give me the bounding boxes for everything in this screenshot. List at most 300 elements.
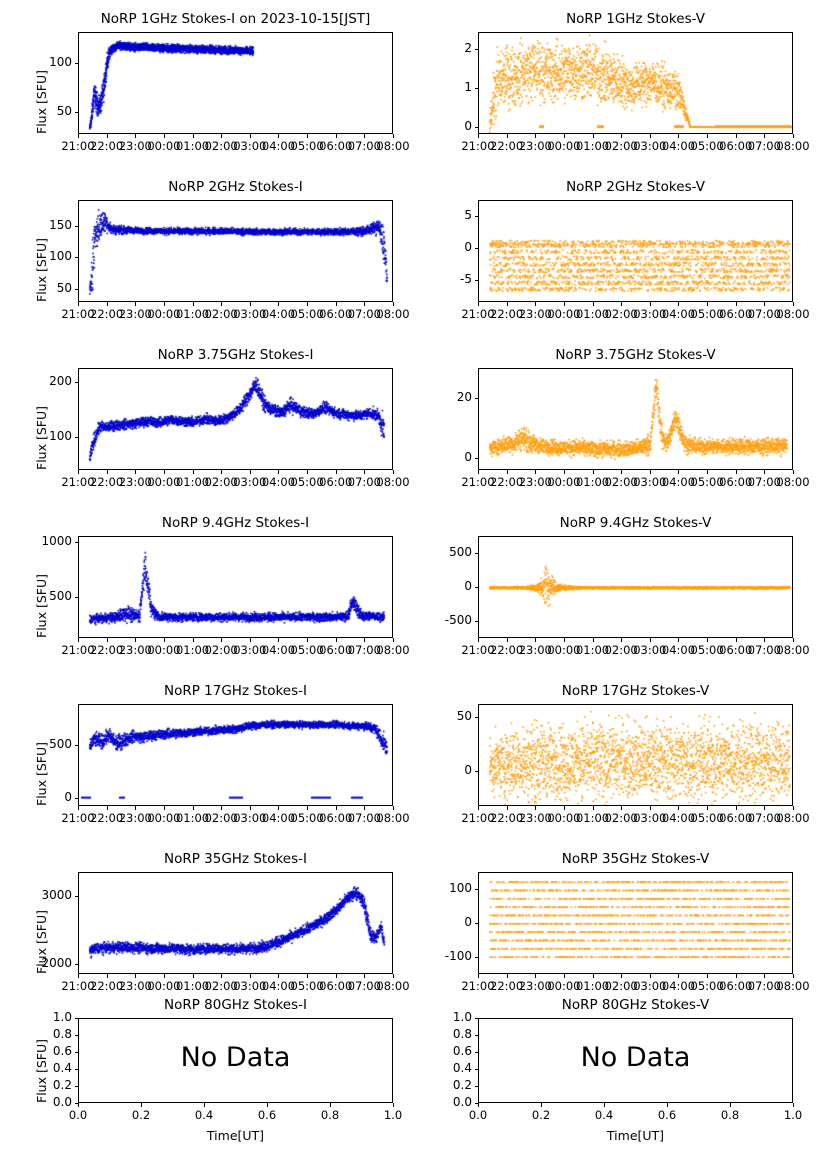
x-tickmark-4-4	[193, 470, 194, 474]
x-tickmark-7-3	[564, 638, 565, 642]
x-tick-10-8: 05:00	[290, 979, 324, 993]
x-tickmark-0-9	[336, 134, 337, 138]
y-tickmark-2-2	[75, 226, 79, 227]
x-tickmark-0-5	[221, 134, 222, 138]
x-tickmark-11-3	[564, 974, 565, 978]
y-tickmark-11-2	[475, 889, 479, 890]
x-tick-1-1: 22:00	[490, 139, 524, 153]
x-tickmark-3-6	[650, 302, 651, 306]
x-tickmark-11-4	[593, 974, 594, 978]
x-tickmark-0-3	[164, 134, 165, 138]
y-tickmark-3-1	[475, 248, 479, 249]
x-tick-7-3: 00:00	[547, 643, 581, 657]
series-canvas-5	[479, 369, 792, 469]
x-tick-12-5: 1.0	[383, 1108, 403, 1122]
panel-title-9: NoRP 17GHz Stokes-V	[561, 683, 710, 699]
x-tickmark-2-1	[107, 302, 108, 306]
x-tickmark-6-10	[364, 638, 365, 642]
x-tickmark-1-8	[707, 134, 708, 138]
y-tick-12-4: 0.8	[52, 1027, 72, 1041]
y-axis-label-6: Flux [SFU]	[34, 574, 49, 638]
x-tickmark-10-0	[78, 974, 79, 978]
x-tick-11-2: 23:00	[518, 979, 552, 993]
y-tick-13-0: 0.0	[452, 1095, 472, 1109]
x-tick-13-3: 0.6	[657, 1108, 677, 1122]
x-tick-11-5: 02:00	[604, 979, 638, 993]
plot-area-6	[78, 536, 393, 638]
x-tickmark-2-11	[393, 302, 394, 306]
y-tickmark-10-1	[75, 896, 79, 897]
x-tick-0-0: 21:00	[61, 139, 95, 153]
x-tick-11-6: 03:00	[633, 979, 667, 993]
x-tick-4-2: 23:00	[118, 475, 152, 489]
x-tickmark-8-9	[336, 806, 337, 810]
x-tickmark-6-8	[307, 638, 308, 642]
x-tick-3-7: 04:00	[661, 307, 696, 321]
y-tickmark-1-1	[475, 88, 479, 89]
x-tick-3-5: 02:00	[604, 307, 638, 321]
x-tickmark-4-0	[78, 470, 79, 474]
x-tick-0-5: 02:00	[204, 139, 238, 153]
x-tickmark-3-1	[507, 302, 508, 306]
y-tick-0-0: 50	[56, 104, 72, 119]
y-tick-10-1: 3000	[41, 887, 72, 902]
x-tickmark-4-10	[364, 470, 365, 474]
x-tickmark-4-8	[307, 470, 308, 474]
x-tick-7-10: 07:00	[747, 643, 781, 657]
x-tickmark-2-10	[364, 302, 365, 306]
x-tickmark-13-5	[793, 1103, 794, 1107]
y-tickmark-5-0	[475, 458, 479, 459]
y-tick-11-1: 0	[464, 915, 472, 929]
x-tick-1-4: 01:00	[575, 139, 610, 153]
y-tick-13-2: 0.4	[452, 1061, 472, 1075]
x-tickmark-9-8	[707, 806, 708, 810]
x-tick-12-1: 0.2	[131, 1108, 151, 1122]
x-tickmark-12-4	[330, 1103, 331, 1107]
x-tickmark-10-3	[164, 974, 165, 978]
x-tick-1-5: 02:00	[604, 139, 638, 153]
plot-area-7	[478, 536, 793, 638]
series-canvas-6	[79, 537, 392, 637]
x-tickmark-5-8	[707, 470, 708, 474]
x-tick-8-6: 03:00	[233, 811, 267, 825]
x-tick-4-3: 00:00	[147, 475, 181, 489]
x-tick-4-11: 08:00	[376, 475, 410, 489]
x-tickmark-9-0	[478, 806, 479, 810]
x-tickmark-11-6	[650, 974, 651, 978]
no-data-label-12: No Data	[180, 1041, 291, 1073]
y-tick-10-0: 2000	[41, 955, 72, 970]
x-tick-11-4: 01:00	[575, 979, 610, 993]
x-tick-10-0: 21:00	[61, 979, 95, 993]
x-tick-9-11: 08:00	[776, 811, 810, 825]
x-tick-11-10: 07:00	[747, 979, 781, 993]
x-tick-7-8: 05:00	[690, 643, 724, 657]
x-tick-10-10: 07:00	[347, 979, 381, 993]
x-tickmark-6-5	[221, 638, 222, 642]
x-tick-13-0: 0.0	[468, 1108, 488, 1122]
x-tick-7-1: 22:00	[490, 643, 524, 657]
y-axis-label-8: Flux [SFU]	[34, 742, 49, 806]
series-canvas-4	[79, 369, 392, 469]
x-tick-5-1: 22:00	[490, 475, 524, 489]
y-tickmark-13-4	[475, 1035, 479, 1036]
x-tickmark-8-5	[221, 806, 222, 810]
plot-area-11	[478, 872, 793, 974]
x-tick-1-7: 04:00	[661, 139, 696, 153]
x-axis-label-12: Time[UT]	[206, 1128, 265, 1143]
x-tick-5-6: 03:00	[633, 475, 667, 489]
x-tickmark-7-10	[764, 638, 765, 642]
x-tick-4-9: 06:00	[319, 475, 353, 489]
x-tickmark-7-7	[678, 638, 679, 642]
x-tick-11-3: 00:00	[547, 979, 581, 993]
y-tickmark-7-1	[475, 587, 479, 588]
panel-title-5: NoRP 3.75GHz Stokes-V	[555, 347, 716, 363]
x-tick-0-10: 07:00	[347, 139, 381, 153]
x-tick-11-8: 05:00	[690, 979, 724, 993]
y-tick-6-0: 500	[49, 588, 72, 603]
x-tick-1-11: 08:00	[776, 139, 810, 153]
y-tick-4-1: 200	[49, 373, 72, 388]
x-tickmark-5-9	[736, 470, 737, 474]
y-tickmark-5-1	[475, 398, 479, 399]
y-tick-3-2: 5	[464, 207, 472, 222]
y-tick-5-1: 20	[456, 390, 472, 404]
y-tick-1-0: 0	[464, 119, 472, 134]
y-tick-7-1: 0	[464, 579, 472, 593]
x-tick-2-9: 06:00	[319, 307, 353, 321]
x-tick-9-4: 01:00	[575, 811, 610, 825]
x-tickmark-7-2	[535, 638, 536, 642]
x-tickmark-11-9	[736, 974, 737, 978]
x-tick-2-4: 01:00	[175, 307, 210, 321]
x-tick-11-0: 21:00	[461, 979, 495, 993]
x-tick-10-2: 23:00	[118, 979, 152, 993]
x-tickmark-12-0	[78, 1103, 79, 1107]
x-tickmark-11-8	[707, 974, 708, 978]
x-tick-0-7: 04:00	[261, 139, 296, 153]
x-tick-8-1: 22:00	[90, 811, 124, 825]
y-tick-5-0: 0	[464, 450, 472, 464]
y-tickmark-8-0	[75, 798, 79, 799]
x-tick-4-5: 02:00	[204, 475, 238, 489]
x-tick-7-9: 06:00	[719, 643, 753, 657]
series-canvas-2	[79, 201, 392, 301]
x-tickmark-10-10	[364, 974, 365, 978]
x-tickmark-11-7	[678, 974, 679, 978]
x-tickmark-8-11	[393, 806, 394, 810]
x-tick-1-9: 06:00	[719, 139, 753, 153]
x-tickmark-5-1	[507, 470, 508, 474]
y-axis-label-12: Flux [SFU]	[34, 1039, 49, 1103]
panel-title-3: NoRP 2GHz Stokes-V	[566, 179, 705, 195]
x-tickmark-2-6	[250, 302, 251, 306]
no-data-label-13: No Data	[580, 1041, 691, 1073]
x-tick-8-5: 02:00	[204, 811, 238, 825]
y-tick-12-1: 0.2	[52, 1078, 72, 1092]
series-canvas-9	[479, 705, 792, 805]
x-tick-9-9: 06:00	[719, 811, 753, 825]
panel-title-6: NoRP 9.4GHz Stokes-I	[161, 515, 310, 531]
x-tick-5-2: 23:00	[518, 475, 552, 489]
x-tick-7-11: 08:00	[776, 643, 810, 657]
x-tick-4-7: 04:00	[261, 475, 296, 489]
y-tickmark-7-2	[475, 553, 479, 554]
y-tick-13-1: 0.2	[452, 1078, 472, 1092]
x-axis-label-13: Time[UT]	[606, 1128, 665, 1143]
y-tickmark-0-1	[75, 63, 79, 64]
x-tickmark-8-8	[307, 806, 308, 810]
x-tick-9-6: 03:00	[633, 811, 667, 825]
y-tick-3-0: -5	[460, 271, 472, 286]
x-tick-1-10: 07:00	[747, 139, 781, 153]
y-tick-12-2: 0.4	[52, 1061, 72, 1075]
x-tickmark-1-9	[736, 134, 737, 138]
y-tickmark-12-4	[75, 1035, 79, 1036]
x-tick-8-11: 08:00	[376, 811, 410, 825]
panel-title-2: NoRP 2GHz Stokes-I	[168, 179, 303, 195]
x-tickmark-6-4	[193, 638, 194, 642]
y-tick-11-0: -100	[444, 949, 472, 963]
x-tick-3-2: 23:00	[518, 307, 552, 321]
x-tick-10-4: 01:00	[175, 979, 210, 993]
x-tickmark-10-2	[135, 974, 136, 978]
x-tickmark-8-1	[107, 806, 108, 810]
x-tick-3-0: 21:00	[461, 307, 495, 321]
x-tick-8-7: 04:00	[261, 811, 296, 825]
x-tick-13-1: 0.2	[531, 1108, 551, 1122]
x-tickmark-2-0	[78, 302, 79, 306]
x-tickmark-0-1	[107, 134, 108, 138]
x-tick-3-8: 05:00	[690, 307, 724, 321]
y-tick-1-1: 1	[464, 80, 472, 95]
x-tickmark-11-10	[764, 974, 765, 978]
x-tickmark-9-6	[650, 806, 651, 810]
x-tick-11-1: 22:00	[490, 979, 524, 993]
x-tickmark-2-5	[221, 302, 222, 306]
x-tick-5-9: 06:00	[719, 475, 753, 489]
y-tick-4-0: 100	[49, 428, 72, 443]
x-tick-9-5: 02:00	[604, 811, 638, 825]
x-tick-6-4: 01:00	[175, 643, 210, 657]
x-tickmark-2-3	[164, 302, 165, 306]
x-tickmark-12-3	[267, 1103, 268, 1107]
y-tick-2-0: 50	[56, 281, 72, 296]
y-tickmark-1-2	[475, 49, 479, 50]
y-tickmark-8-1	[75, 745, 79, 746]
x-tick-9-7: 04:00	[661, 811, 696, 825]
x-tickmark-12-2	[204, 1103, 205, 1107]
x-tick-0-6: 03:00	[233, 139, 267, 153]
x-tickmark-5-10	[764, 470, 765, 474]
y-tickmark-11-1	[475, 923, 479, 924]
x-tick-2-1: 22:00	[90, 307, 124, 321]
y-tickmark-6-0	[75, 597, 79, 598]
x-tickmark-5-7	[678, 470, 679, 474]
x-tickmark-4-9	[336, 470, 337, 474]
y-tickmark-13-1	[475, 1086, 479, 1087]
y-tick-8-1: 500	[49, 736, 72, 751]
series-canvas-10	[79, 873, 392, 973]
x-tickmark-3-3	[564, 302, 565, 306]
x-tickmark-10-8	[307, 974, 308, 978]
x-tickmark-0-10	[364, 134, 365, 138]
x-tickmark-1-11	[793, 134, 794, 138]
x-tickmark-12-1	[141, 1103, 142, 1107]
x-tick-0-4: 01:00	[175, 139, 210, 153]
x-tick-5-3: 00:00	[547, 475, 581, 489]
x-tick-3-6: 03:00	[633, 307, 667, 321]
x-tickmark-9-2	[535, 806, 536, 810]
panel-title-4: NoRP 3.75GHz Stokes-I	[157, 347, 314, 363]
x-tickmark-11-1	[507, 974, 508, 978]
x-tick-12-2: 0.4	[194, 1108, 214, 1122]
x-tick-10-11: 08:00	[376, 979, 410, 993]
x-tick-6-11: 08:00	[376, 643, 410, 657]
series-canvas-0	[79, 33, 392, 133]
x-tick-5-0: 21:00	[461, 475, 495, 489]
x-tickmark-7-0	[478, 638, 479, 642]
x-tickmark-1-7	[678, 134, 679, 138]
x-tick-0-1: 22:00	[90, 139, 124, 153]
x-tick-7-2: 23:00	[518, 643, 552, 657]
panel-title-12: NoRP 80GHz Stokes-I	[164, 997, 307, 1013]
x-tick-7-6: 03:00	[633, 643, 667, 657]
x-tickmark-0-6	[250, 134, 251, 138]
x-tick-2-5: 02:00	[204, 307, 238, 321]
x-tickmark-13-1	[541, 1103, 542, 1107]
y-tick-7-2: 500	[449, 545, 472, 559]
x-tickmark-8-10	[364, 806, 365, 810]
x-tickmark-4-3	[164, 470, 165, 474]
y-tickmark-4-0	[75, 437, 79, 438]
x-tickmark-7-11	[793, 638, 794, 642]
x-tick-8-4: 01:00	[175, 811, 210, 825]
x-tick-6-7: 04:00	[261, 643, 296, 657]
x-tick-4-1: 22:00	[90, 475, 124, 489]
x-tickmark-3-5	[621, 302, 622, 306]
x-tick-6-2: 23:00	[118, 643, 152, 657]
x-tickmark-1-10	[764, 134, 765, 138]
y-tick-12-3: 0.6	[52, 1044, 72, 1058]
x-tickmark-10-4	[193, 974, 194, 978]
y-tickmark-2-0	[75, 289, 79, 290]
x-tickmark-5-0	[478, 470, 479, 474]
plot-area-0	[78, 32, 393, 134]
x-tickmark-4-2	[135, 470, 136, 474]
x-tick-2-8: 05:00	[290, 307, 324, 321]
x-tickmark-1-3	[564, 134, 565, 138]
x-tick-10-6: 03:00	[233, 979, 267, 993]
series-canvas-1	[479, 33, 792, 133]
x-tick-4-6: 03:00	[233, 475, 267, 489]
x-tickmark-13-4	[730, 1103, 731, 1107]
x-tick-8-3: 00:00	[147, 811, 181, 825]
x-tick-10-5: 02:00	[204, 979, 238, 993]
x-tickmark-8-4	[193, 806, 194, 810]
x-tickmark-10-6	[250, 974, 251, 978]
x-tickmark-13-2	[604, 1103, 605, 1107]
x-tick-11-7: 04:00	[661, 979, 696, 993]
x-tickmark-1-0	[478, 134, 479, 138]
x-tick-9-2: 23:00	[518, 811, 552, 825]
x-tickmark-7-1	[507, 638, 508, 642]
x-tickmark-13-0	[478, 1103, 479, 1107]
x-tick-5-7: 04:00	[661, 475, 696, 489]
x-tickmark-6-0	[78, 638, 79, 642]
x-tick-11-11: 08:00	[776, 979, 810, 993]
x-tickmark-5-5	[621, 470, 622, 474]
x-tickmark-11-5	[621, 974, 622, 978]
panel-title-1: NoRP 1GHz Stokes-V	[566, 11, 705, 27]
y-tick-9-0: 0	[464, 763, 472, 778]
x-tick-0-8: 05:00	[290, 139, 324, 153]
x-tickmark-10-5	[221, 974, 222, 978]
x-tickmark-3-0	[478, 302, 479, 306]
x-tickmark-12-5	[393, 1103, 394, 1107]
x-tick-2-2: 23:00	[118, 307, 152, 321]
series-canvas-3	[479, 201, 792, 301]
x-tick-3-3: 00:00	[547, 307, 581, 321]
x-tick-6-5: 02:00	[204, 643, 238, 657]
x-tickmark-9-11	[793, 806, 794, 810]
x-tickmark-6-7	[278, 638, 279, 642]
x-tick-6-9: 06:00	[319, 643, 353, 657]
y-tick-6-1: 1000	[41, 533, 72, 548]
plot-area-1	[478, 32, 793, 134]
x-tickmark-4-5	[221, 470, 222, 474]
x-tickmark-9-9	[736, 806, 737, 810]
x-tickmark-3-7	[678, 302, 679, 306]
x-tick-3-11: 08:00	[776, 307, 810, 321]
y-axis-label-10: Flux [SFU]	[34, 910, 49, 974]
x-tick-2-6: 03:00	[233, 307, 267, 321]
x-tick-12-4: 0.8	[320, 1108, 340, 1122]
panel-title-11: NoRP 35GHz Stokes-V	[561, 851, 710, 867]
x-tick-5-10: 07:00	[747, 475, 781, 489]
x-tickmark-10-1	[107, 974, 108, 978]
y-tickmark-11-0	[475, 957, 479, 958]
x-tickmark-4-1	[107, 470, 108, 474]
x-tick-9-0: 21:00	[461, 811, 495, 825]
x-tick-7-5: 02:00	[604, 643, 638, 657]
x-tick-3-10: 07:00	[747, 307, 781, 321]
x-tick-1-0: 21:00	[461, 139, 495, 153]
x-tick-6-8: 05:00	[290, 643, 324, 657]
x-tick-11-9: 06:00	[719, 979, 753, 993]
x-tickmark-11-2	[535, 974, 536, 978]
y-axis-label-0: Flux [SFU]	[34, 70, 49, 134]
x-tickmark-6-11	[393, 638, 394, 642]
x-tickmark-6-2	[135, 638, 136, 642]
x-tickmark-0-4	[193, 134, 194, 138]
y-tick-11-2: 100	[449, 881, 472, 895]
x-tick-4-0: 21:00	[61, 475, 95, 489]
x-tickmark-7-6	[650, 638, 651, 642]
x-tick-2-7: 04:00	[261, 307, 296, 321]
series-canvas-8	[79, 705, 392, 805]
y-tickmark-2-1	[75, 257, 79, 258]
x-tick-6-10: 07:00	[347, 643, 381, 657]
x-tick-2-0: 21:00	[61, 307, 95, 321]
x-tick-7-0: 21:00	[461, 643, 495, 657]
x-tickmark-6-3	[164, 638, 165, 642]
x-tick-6-1: 22:00	[90, 643, 124, 657]
x-tickmark-7-4	[593, 638, 594, 642]
plot-area-10	[78, 872, 393, 974]
